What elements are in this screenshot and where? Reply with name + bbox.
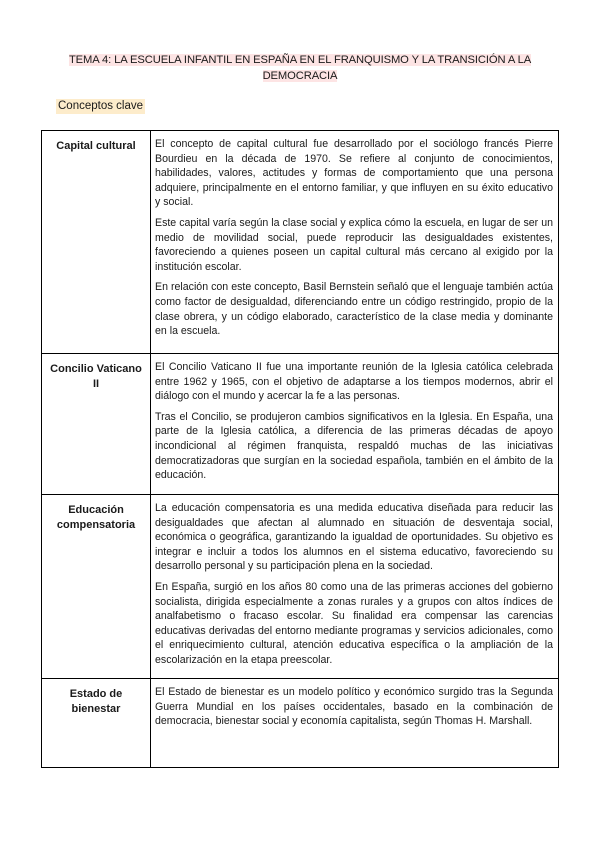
concept-definition bbox=[151, 131, 559, 354]
definition-paragraph: El Estado de bienestar es un modelo político y económico surgido tras la Segunda Guerra Mundial en los países occidentales, basado en la combinación de democracia, bienestar social y economía capitalista, según Thomas H. Marshall. bbox=[155, 686, 553, 728]
concepts-table bbox=[41, 130, 559, 768]
document-title-text: TEMA 4: LA ESCUELA INFANTIL EN ESPAÑA EN EL FRANQUISMO Y LA TRANSICIÓN A LA DEMOCRACIA bbox=[68, 54, 532, 82]
table-row bbox=[42, 495, 559, 679]
table-row bbox=[42, 679, 559, 768]
concept-definition bbox=[151, 354, 559, 495]
concept-term: Estado de bienestar bbox=[42, 679, 151, 768]
definition-paragraph: En España, surgió en los años 80 como una de las primeras acciones del gobierno socialista, dirigida especialmente a zonas rurales y a grupos con altos índices de analfabetismo o fracaso escolar. Su finalidad era compensar las carencias educativas derivadas del entorno mediante programas y servicios adicionales, como el enriquecimiento cultural, atención educativa específica o la ampliación de la escolarización en la etapa preescolar. bbox=[155, 580, 553, 666]
definition-paragraph: El Concilio Vaticano II fue una importante reunión de la Iglesia católica celebrada entre 1962 y 1965, con el objetivo de adaptarse a los tiempos modernos, abrir el diálogo con el mundo y acercar la fe a las personas. bbox=[155, 361, 553, 403]
section-label: Conceptos clave bbox=[58, 100, 144, 112]
document-title bbox=[64, 52, 536, 84]
concept-term: Educación compensatoria bbox=[42, 495, 151, 679]
concept-definition bbox=[151, 495, 559, 679]
definition-paragraph: Tras el Concilio, se produjeron cambios significativos en la Iglesia. En España, una parte de la Iglesia católica, a diferencia de las primeras décadas de apoyo incondicional al régimen franquista, respaldó muchas de las iniciativas democratizadoras que surgían en la sociedad española, también en el ámbito de la educación. bbox=[155, 410, 553, 482]
concept-definition bbox=[151, 679, 559, 768]
definition-paragraph: La educación compensatoria es una medida educativa diseñada para reducir las desigualdades que afectan al alumnado en situación de desventaja social, económica o geográfica, garantizando la igualdad de oportunidades. Su objetivo es integrar e incluir a todos los alumnos en el sistema educativo, favoreciendo su desarrollo personal y su participación plena en la sociedad. bbox=[155, 502, 553, 573]
definition-paragraph: En relación con este concepto, Basil Bernstein señaló que el lenguaje también actúa como factor de desigualdad, diferenciando entre un código restringido, propio de la clase obrera, y un código elaborado, característico de la clase media y dominante en la escuela. bbox=[155, 281, 553, 338]
concept-term: Capital cultural bbox=[42, 131, 151, 354]
table-row bbox=[42, 354, 559, 495]
concept-term: Concilio Vaticano II bbox=[42, 354, 151, 495]
definition-paragraph: El concepto de capital cultural fue desarrollado por el sociólogo francés Pierre Bourdieu en la década de 1970. Se refiere al conjunto de conocimientos, habilidades, valores, actitudes y formas de comportamiento que una persona adquiere, principalmente en el entorno familiar, y que influyen en su éxito educativo y social. bbox=[155, 138, 553, 209]
table-row bbox=[42, 131, 559, 354]
definition-paragraph: Este capital varía según la clase social y explica cómo la escuela, en lugar de ser un medio de movilidad social, puede reproducir las desigualdades existentes, favoreciendo a quienes poseen un capital cultural más cercano al exigido por la institución escolar. bbox=[155, 216, 553, 273]
